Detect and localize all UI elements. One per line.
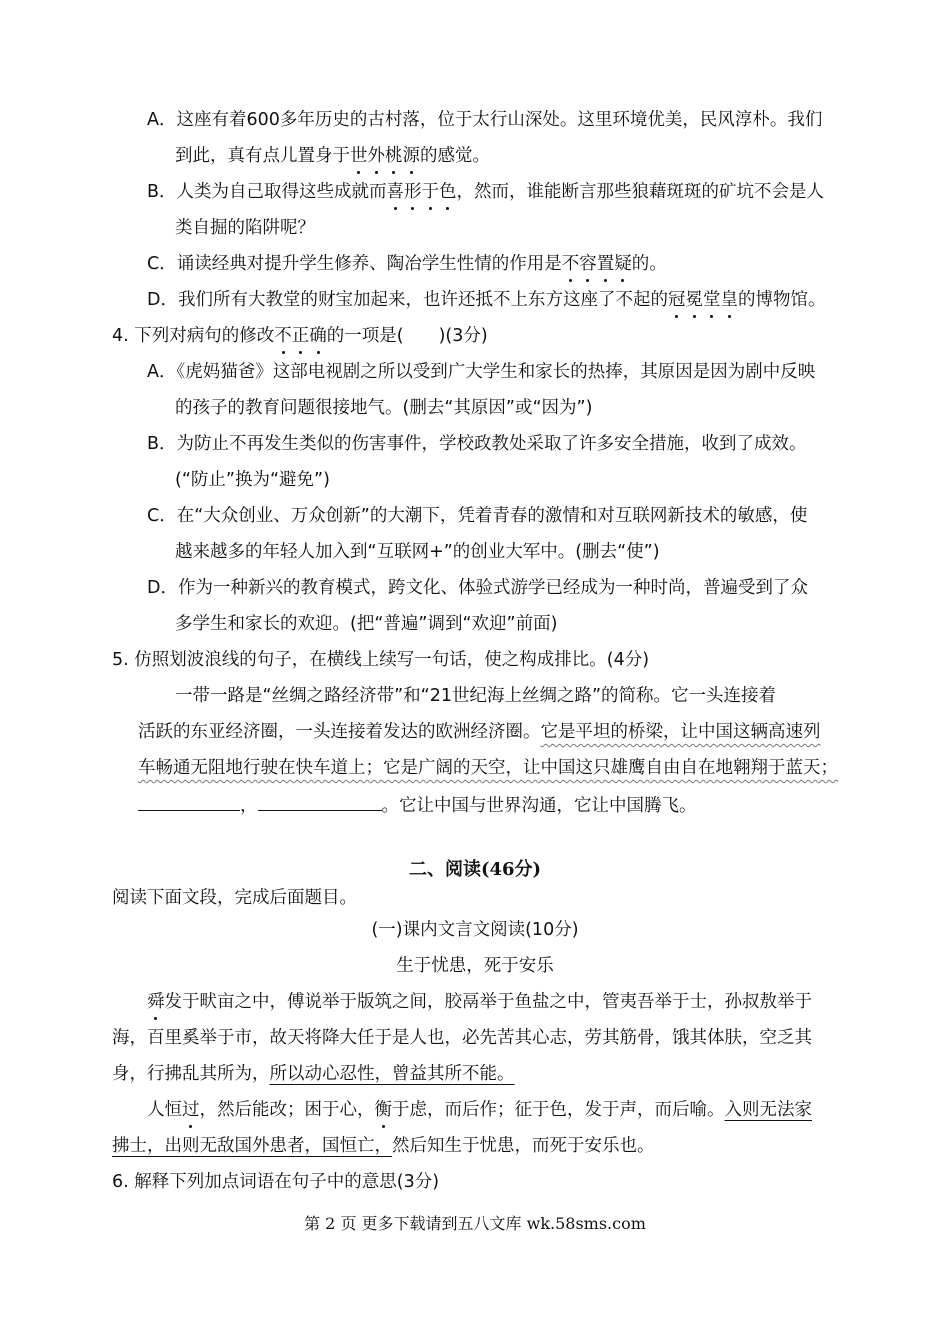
emphasis-char: 置 <box>596 254 615 274</box>
classical-line4: 人恒过，然后能改；困于心，衡于虑，而后作；征于色，发于声，而后喻。入则无法家 <box>147 1100 812 1120</box>
underlined-sentence: 拂士，出则无敌国外患者，国恒亡， <box>112 1136 392 1156</box>
q5-passage-line2: 活跃的东亚经济圈，一头连接着发达的欧洲经济圈。它是平坦的桥梁，让中国这辆高速列 <box>138 722 821 742</box>
emphasis-char: 冠 <box>667 290 686 310</box>
page-footer: 第 2 页 更多下载请到五八文库 wk.58sms.com <box>304 1214 646 1233</box>
emphasis-char: 不 <box>561 254 580 274</box>
emphasis-char: 容 <box>579 254 597 274</box>
q3-option-a-line2: 到此，真有点儿置身于世外桃源的感觉。 <box>175 146 490 166</box>
q3-option-b-line1: B．人类为自己取得这些成就而喜形于色，然而，谁能断言那些狼藉斑斑的矿坑不会是人 <box>147 182 825 202</box>
q4-option-d-line1: D．作为一种新兴的教育模式，跨文化、体验式游学已经成为一种时尚，普遍受到了众 <box>147 578 808 598</box>
emphasis-char: 冕 <box>685 290 703 310</box>
q4-option-b-line2: (“防止”换为“避免”) <box>175 470 330 490</box>
answer-blank-2[interactable] <box>258 792 382 811</box>
emphasis-char: 形 <box>404 182 422 202</box>
emphasis-char: 衡 <box>374 1100 392 1120</box>
emphasis-char: 色 <box>439 182 457 202</box>
emphasis-char: 皇 <box>720 290 738 310</box>
q6-stem: 6. 解释下列加点词语在句子中的意思(3分) <box>112 1172 440 1192</box>
subsection-title: (一)课内文言文阅读(10分) <box>371 920 579 940</box>
q3-option-a-line1: A．这座有着600多年历史的古村落，位于太行山深处。这里环境优美，民风淳朴。我们 <box>147 110 823 130</box>
answer-blank-1[interactable] <box>138 792 240 811</box>
wavy-underlined-sentence: 车畅通无阻地行驶在快车道上；它是广阔的天空，让中国这只雄鹰自由自在地翱翔于蓝天； <box>138 758 838 778</box>
q5-stem: 5. 仿照划波浪线的句子，在横线上续写一句话，使之构成排比。(4分) <box>112 650 650 670</box>
emphasis-char: 舜 <box>147 992 165 1012</box>
emphasis-char: 不 <box>274 326 292 346</box>
classical-line3: 身，行拂乱其所为，所以动心忍性，曾益其所不能。 <box>112 1064 515 1084</box>
wavy-underlined-sentence: 它是平坦的桥梁，让中国这辆高速列 <box>540 722 821 742</box>
emphasis-char: 堂 <box>702 290 721 310</box>
q3-option-d: D．我们所有大教堂的财宝加起来，也许还抵不上东方这座了不起的冠冕堂皇的博物馆。 <box>147 290 826 310</box>
q5-passage-line3 <box>138 756 838 780</box>
underlined-sentence: 所以动心忍性，曾益其所不能。 <box>269 1064 515 1084</box>
q4-option-c-line1: C．在“大众创业、万众创新”的大潮下，凭着青春的激情和对互联网新技术的敏感，使 <box>147 506 808 526</box>
q4-option-b-line1: B．为防止不再发生类似的伤害事件，学校政教处采取了许多安全措施，收到了成效。 <box>147 434 807 454</box>
q5-passage-line4: ， 。它让中国与世界沟通，它让中国腾飞。 <box>138 792 697 818</box>
q4-stem: 4. 下列对病句的修改不正确的一项是( )(3分) <box>112 326 488 346</box>
text-title: 生于忧患，死于安乐 <box>396 956 554 976</box>
q5-passage-line1: 一带一路是“丝绸之路经济带”和“21世纪海上丝绸之路”的简称。它一头连接着 <box>175 686 777 706</box>
emphasis-char: 源 <box>402 146 420 166</box>
emphasis-char: 确 <box>309 326 327 346</box>
section-intro: 阅读下面文段，完成后面题目。 <box>112 888 357 908</box>
emphasis-char: 世 <box>350 146 368 166</box>
q3-option-c: C．诵读经典对提升学生修养、陶冶学生性情的作用是不容置疑的。 <box>147 254 667 274</box>
classical-line1: 舜发于畎亩之中，傅说举于版筑之间，胶鬲举于鱼盐之中，管夷吾举于士，孙叔敖举于 <box>147 992 812 1012</box>
emphasis-char: 正 <box>291 326 310 346</box>
classical-line2: 海，百里奚举于市，故天将降大任于是人也，必先苦其心志，劳其筋骨，饿其体肤，空乏其 <box>112 1028 812 1048</box>
q4-option-a-line1: A．《虎妈猫爸》这部电视剧之所以受到广大学生和家长的热捧，其原因是因为剧中反映 <box>147 362 816 382</box>
q4-option-d-line2: 多学生和家长的欢迎。(把“普遍”调到“欢迎”前面) <box>175 614 558 634</box>
emphasis-char: 桃 <box>385 146 403 166</box>
classical-line5: 拂士，出则无敌国外患者，国恒亡，然后知生于忧患，而死于安乐也。 <box>112 1136 655 1156</box>
emphasis-char: 过 <box>182 1100 200 1120</box>
emphasis-char: 外 <box>367 146 385 166</box>
q4-option-c-line2: 越来越多的年轻人加入到“互联网+”的创业大军中。(删去“使”) <box>175 542 660 562</box>
q3-option-b-line2: 类自掘的陷阱呢？ <box>175 218 315 238</box>
emphasis-char: 喜 <box>386 182 405 202</box>
section-title: 二、阅读(46分) <box>408 859 542 880</box>
emphasis-char: 于 <box>421 182 440 202</box>
emphasis-char: 疑 <box>614 254 632 274</box>
underlined-sentence: 入则无法家 <box>724 1100 812 1120</box>
q4-option-a-line2: 的孩子的教育问题很接地气。(删去“其原因”或“因为”) <box>175 398 593 418</box>
